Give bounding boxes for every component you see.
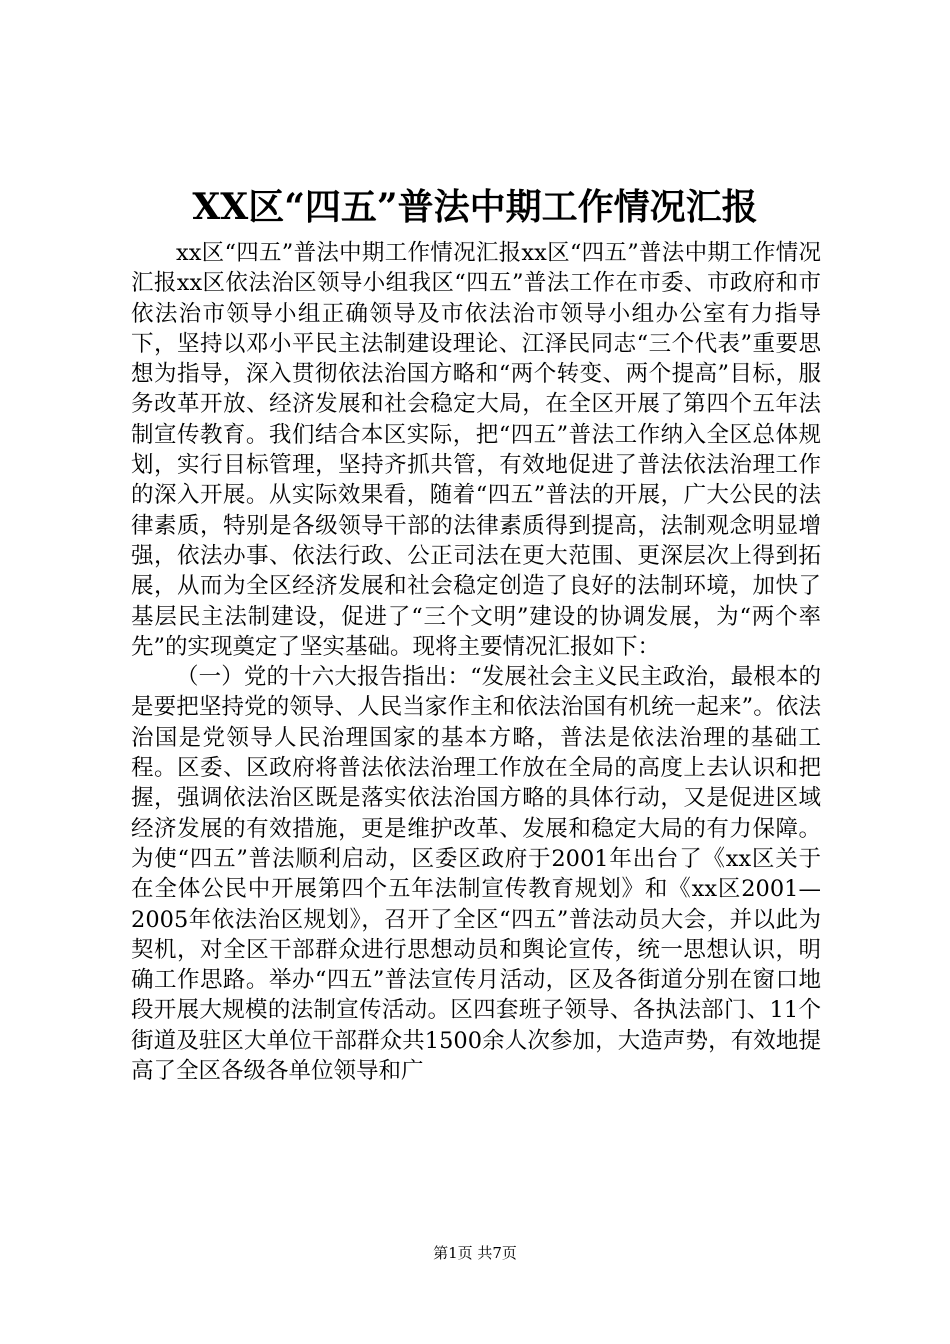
- page-number-footer: 第1页 共7页: [433, 1244, 517, 1262]
- paragraph-section-1: （一）党的十六大报告指出：“发展社会主义民主政治，最根本的是要把坚持党的领导、人民当家作主和依法治国有机统一起来”。依法治国是党领导人民治理国家的基本方略，普法是依法治理的基础工程。区委、区政府将普法依法治理工作放在全局的高度上去认识和把握，强调依法治区既是落实依法治国方略的具体行动，又是促进区域经济发展的有效措施，更是维护改革、发展和稳定大局的有力保障。为使“四五”普法顺利启动，区委区政府于2001年出台了《xx区关于在全体公民中开展第四个五年法制宣传教育规划》和《xx区2001—2005年依法治区规划》，召开了全区“四五”普法动员大会，并以此为契机，对全区干部群众进行思想动员和舆论宣传，统一思想认识，明确工作思路。举办“四五”普法宣传月活动，区及各街道分别在窗口地段开展大规模的法制宣传活动。区四套班子领导、各执法部门、11个街道及驻区大单位干部群众共1500余人次参加，大造声势，有效地提高了全区各级各单位领导和广: [131, 664, 821, 1085]
- document-body: [131, 238, 821, 1086]
- document-title: XX区“四五”普法中期工作情况汇报: [192, 186, 758, 228]
- paragraph-intro: xx区“四五”普法中期工作情况汇报xx区“四五”普法中期工作情况汇报xx区依法治区领导小组我区“四五”普法工作在市委、市政府和市依法治市领导小组正确领导及市依法治市领导小组办公室有力指导下，坚持以邓小平民主法制建设理论、江泽民同志“三个代表”重要思想为指导，深入贯彻依法治国方略和“两个转变、两个提高”目标，服务改革开放、经济发展和社会稳定大局，在全区开展了第四个五年法制宣传教育。我们结合本区实际，把“四五”普法工作纳入全区总体规划，实行目标管理，坚持齐抓共管，有效地促进了普法依法治理工作的深入开展。从实际效果看，随着“四五”普法的开展，广大公民的法律素质，特别是各级领导干部的法律素质得到提高，法制观念明显增强，依法办事、依法行政、公正司法在更大范围、更深层次上得到拓展，从而为全区经济发展和社会稳定创造了良好的法制环境，加快了基层民主法制建设，促进了“三个文明”建设的协调发展，为“两个率先”的实现奠定了坚实基础。现将主要情况汇报如下：: [131, 240, 821, 660]
